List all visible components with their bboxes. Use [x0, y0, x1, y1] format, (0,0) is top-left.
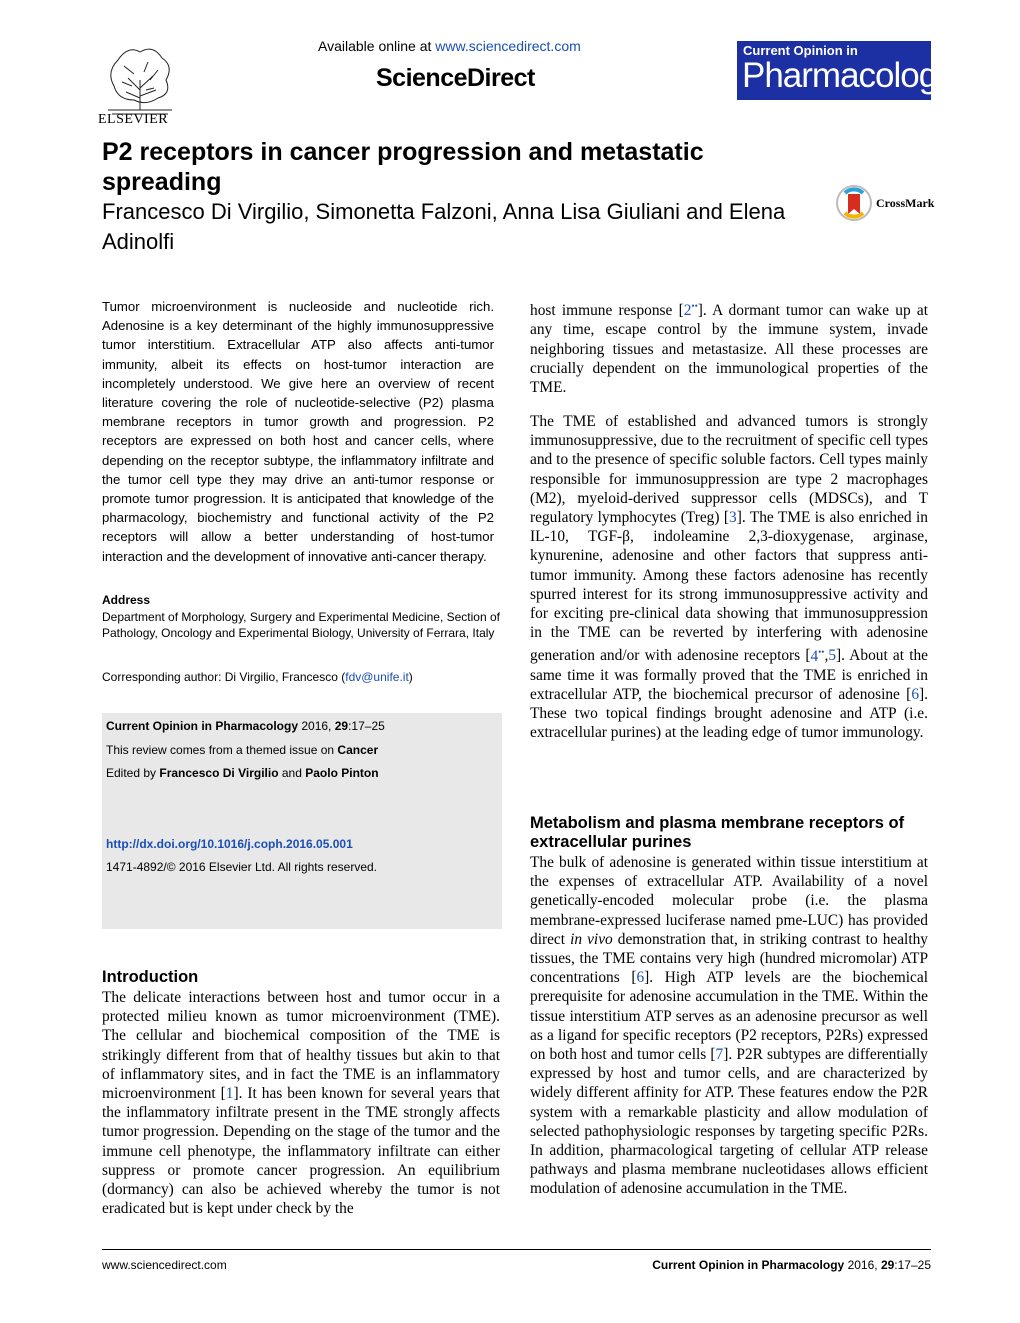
journal-badge-small: Current Opinion in — [743, 43, 858, 58]
crossmark-label: CrossMark — [876, 196, 935, 210]
citation-link[interactable]: 7 — [715, 1046, 724, 1064]
journal-badge — [737, 41, 954, 100]
abstract: Tumor microenvironment is nucleoside and nucleotide rich. Adenosine is a key determinant of the highly immunosuppressive tumor interstitium. Extracellular ATP also affects anti-tumor immunity, albeit its effects on host-tumor interaction are incompletely understood. We give here an overview of recent literature covering the role of nucleotide-selective (P2) plasma membrane receptors in tumor growth and progression. P2 receptors are expressed on both host and cancer cells, where depending on the receptor subtype, the inflammatory infiltrate and the tumor cell type they may drive an anti-tumor response or promote tumor progression. It is anticipated that knowledge of the pharmacology, biochemistry and functional activity of the P2 receptors will allow a better understanding of host-tumor interaction and the development of innovative anti-cancer therapy. — [102, 299, 494, 564]
citation-link[interactable]: 2•• — [683, 301, 698, 320]
paragraph-tme-immunosuppression: The TME of established and advanced tumors is strongly immunosuppressive, due to the recruitment of specific cell types and to the presence of specific soluble factors. Cell types mainly responsible for immunosuppression are type 2 macrophages (M2), myeloid-derived suppressor cells (MDSCs), and T regulatory lymphocytes (Treg) [3]. The TME is also enriched in IL-10, TGF-β, indoleamine 2,3-dioxygenase, arginase, kynurenine, adenosine and other factors that suppress anti-tumor immunity. Among these factors adenosine has recently spurred interest for its strong immunosuppressive activity and for exciting pre-clinical data showing that immunosuppression in the TME can be reverted by interfering with adenosine generation and/or with adenosine receptors [4••,5]. About at the same time it was formally proved that the TME is enriched in extracellular ATP, the biochemical precursor of adenosine [6]. These two topical findings brought adenosine and ATP (i.e. extracellular purines) at the leading edge of tumor immunology. — [530, 413, 928, 742]
article-authors: Francesco Di Virgilio, Simonetta Falzoni, Anna Lisa Giuliani and Elena Adinolfi — [102, 199, 786, 254]
journal-badge-big: Pharmacology — [742, 56, 954, 95]
citation-link[interactable]: 6 — [911, 685, 920, 703]
citation-link[interactable]: 4•• — [810, 646, 825, 665]
copyright: 1471-4892/© 2016 Elsevier Ltd. All rights reserved. — [106, 860, 377, 874]
available-online: Available online at www.sciencedirect.com — [318, 38, 581, 54]
citation-line: Current Opinion in Pharmacology 2016, 29:17–25 — [106, 719, 385, 733]
platform-name: ScienceDirect — [376, 64, 535, 92]
address-heading: Address — [102, 593, 151, 607]
publisher-name: ELSEVIER — [98, 112, 169, 127]
elsevier-logo — [98, 40, 182, 130]
intro-paragraph: The delicate interactions between host and tumor occur in a protected milieu known as tumor microenvironment (TME). The cellular and biochemical composition of the TME is strikingly different from that of healthy tissues but akin to that of inflammatory sites, and in fact the TME is an inflammatory microenvironment [1]. It has been known for several years that the inflammatory infiltrate present in the TME strongly affects tumor progression. Depending on the stage of the tumor and the immune cell phenotype, the inflammatory infiltrate can either suppress or promote cancer progression. An equilibrium (dormancy) can also be achieved whereby the tumor is not eradicated but is kept under check by the — [102, 989, 500, 1218]
sciencedirect-link[interactable]: www.sciencedirect.com — [435, 38, 581, 54]
footer-citation: Current Opinion in Pharmacology 2016, 29:17–25 — [652, 1258, 931, 1272]
section-heading-introduction: Introduction — [102, 968, 199, 986]
citation-link[interactable]: 5 — [828, 647, 837, 665]
crossmark-icon — [836, 183, 874, 223]
theme-line: This review comes from a themed issue on Cancer — [106, 743, 379, 757]
paragraph-immune-response: host immune response [2••]. A dormant tumor can wake up at any time, escape control by the immune system, invade neighboring tissues and metastasize. All these processes are crucially dependent on the immunological properties of the TME. — [530, 301, 928, 396]
footer-site[interactable]: www.sciencedirect.com — [102, 1258, 227, 1272]
author-email-link[interactable]: fdv@unife.it — [345, 670, 409, 684]
editors-line: Edited by Francesco Di Virgilio and Paolo Pinton — [106, 766, 379, 780]
address-text: Department of Morphology, Surgery and Experimental Medicine, Section of Pathology, Oncology and Experimental Biology, University of Ferrara, Italy — [102, 610, 500, 640]
article-info-box — [102, 713, 502, 929]
article-title: P2 receptors in cancer progression and metastatic spreading — [102, 138, 704, 196]
corresponding-author: Corresponding author: Di Virgilio, Francesco (fdv@unife.it) — [102, 670, 413, 684]
citation-link[interactable]: 1 — [225, 1085, 234, 1103]
section-heading-metabolism: Metabolism and plasma membrane receptors of extracellular purines — [530, 814, 905, 851]
citation-link[interactable]: 6 — [636, 969, 645, 987]
crossmark-badge[interactable] — [836, 183, 936, 223]
paragraph-adenosine-bulk: The bulk of adenosine is generated within tissue interstitium at the expenses of extracellular ATP. Availability of a novel genetically-encoded molecular probe (i.e. the plasma membrane-expressed luciferase named pme-LUC) has provided direct in vivo demonstration that, in striking contrast to healthy tissues, the TME contains very high (hundred micromolar) ATP concentrations [6]. High ATP levels are the biochemical prerequisite for adenosine accumulation in the TME. Within the tissue interstitium ATP serves as an adenosine precursor as well as a ligand for specific receptors (P2 receptors, P2Rs) expressed on both host and tumor cells [7]. P2R subtypes are differentially expressed by host and tumor cells, and are characterized by widely different affinity for ATP. These features endow the P2R system with a remarkable plasticity and allow modulation of selected pathophysiologic responses by targeting specific P2Rs. In addition, pharmacological targeting of cellular ATP release pathways and plasma membrane nucleotidases allows efficient modulation of adenosine accumulation in the TME. — [530, 854, 928, 1198]
doi-link[interactable]: http://dx.doi.org/10.1016/j.coph.2016.05.001 — [106, 837, 353, 851]
footer-divider — [102, 1249, 931, 1250]
citation-link[interactable]: 3 — [729, 509, 737, 527]
